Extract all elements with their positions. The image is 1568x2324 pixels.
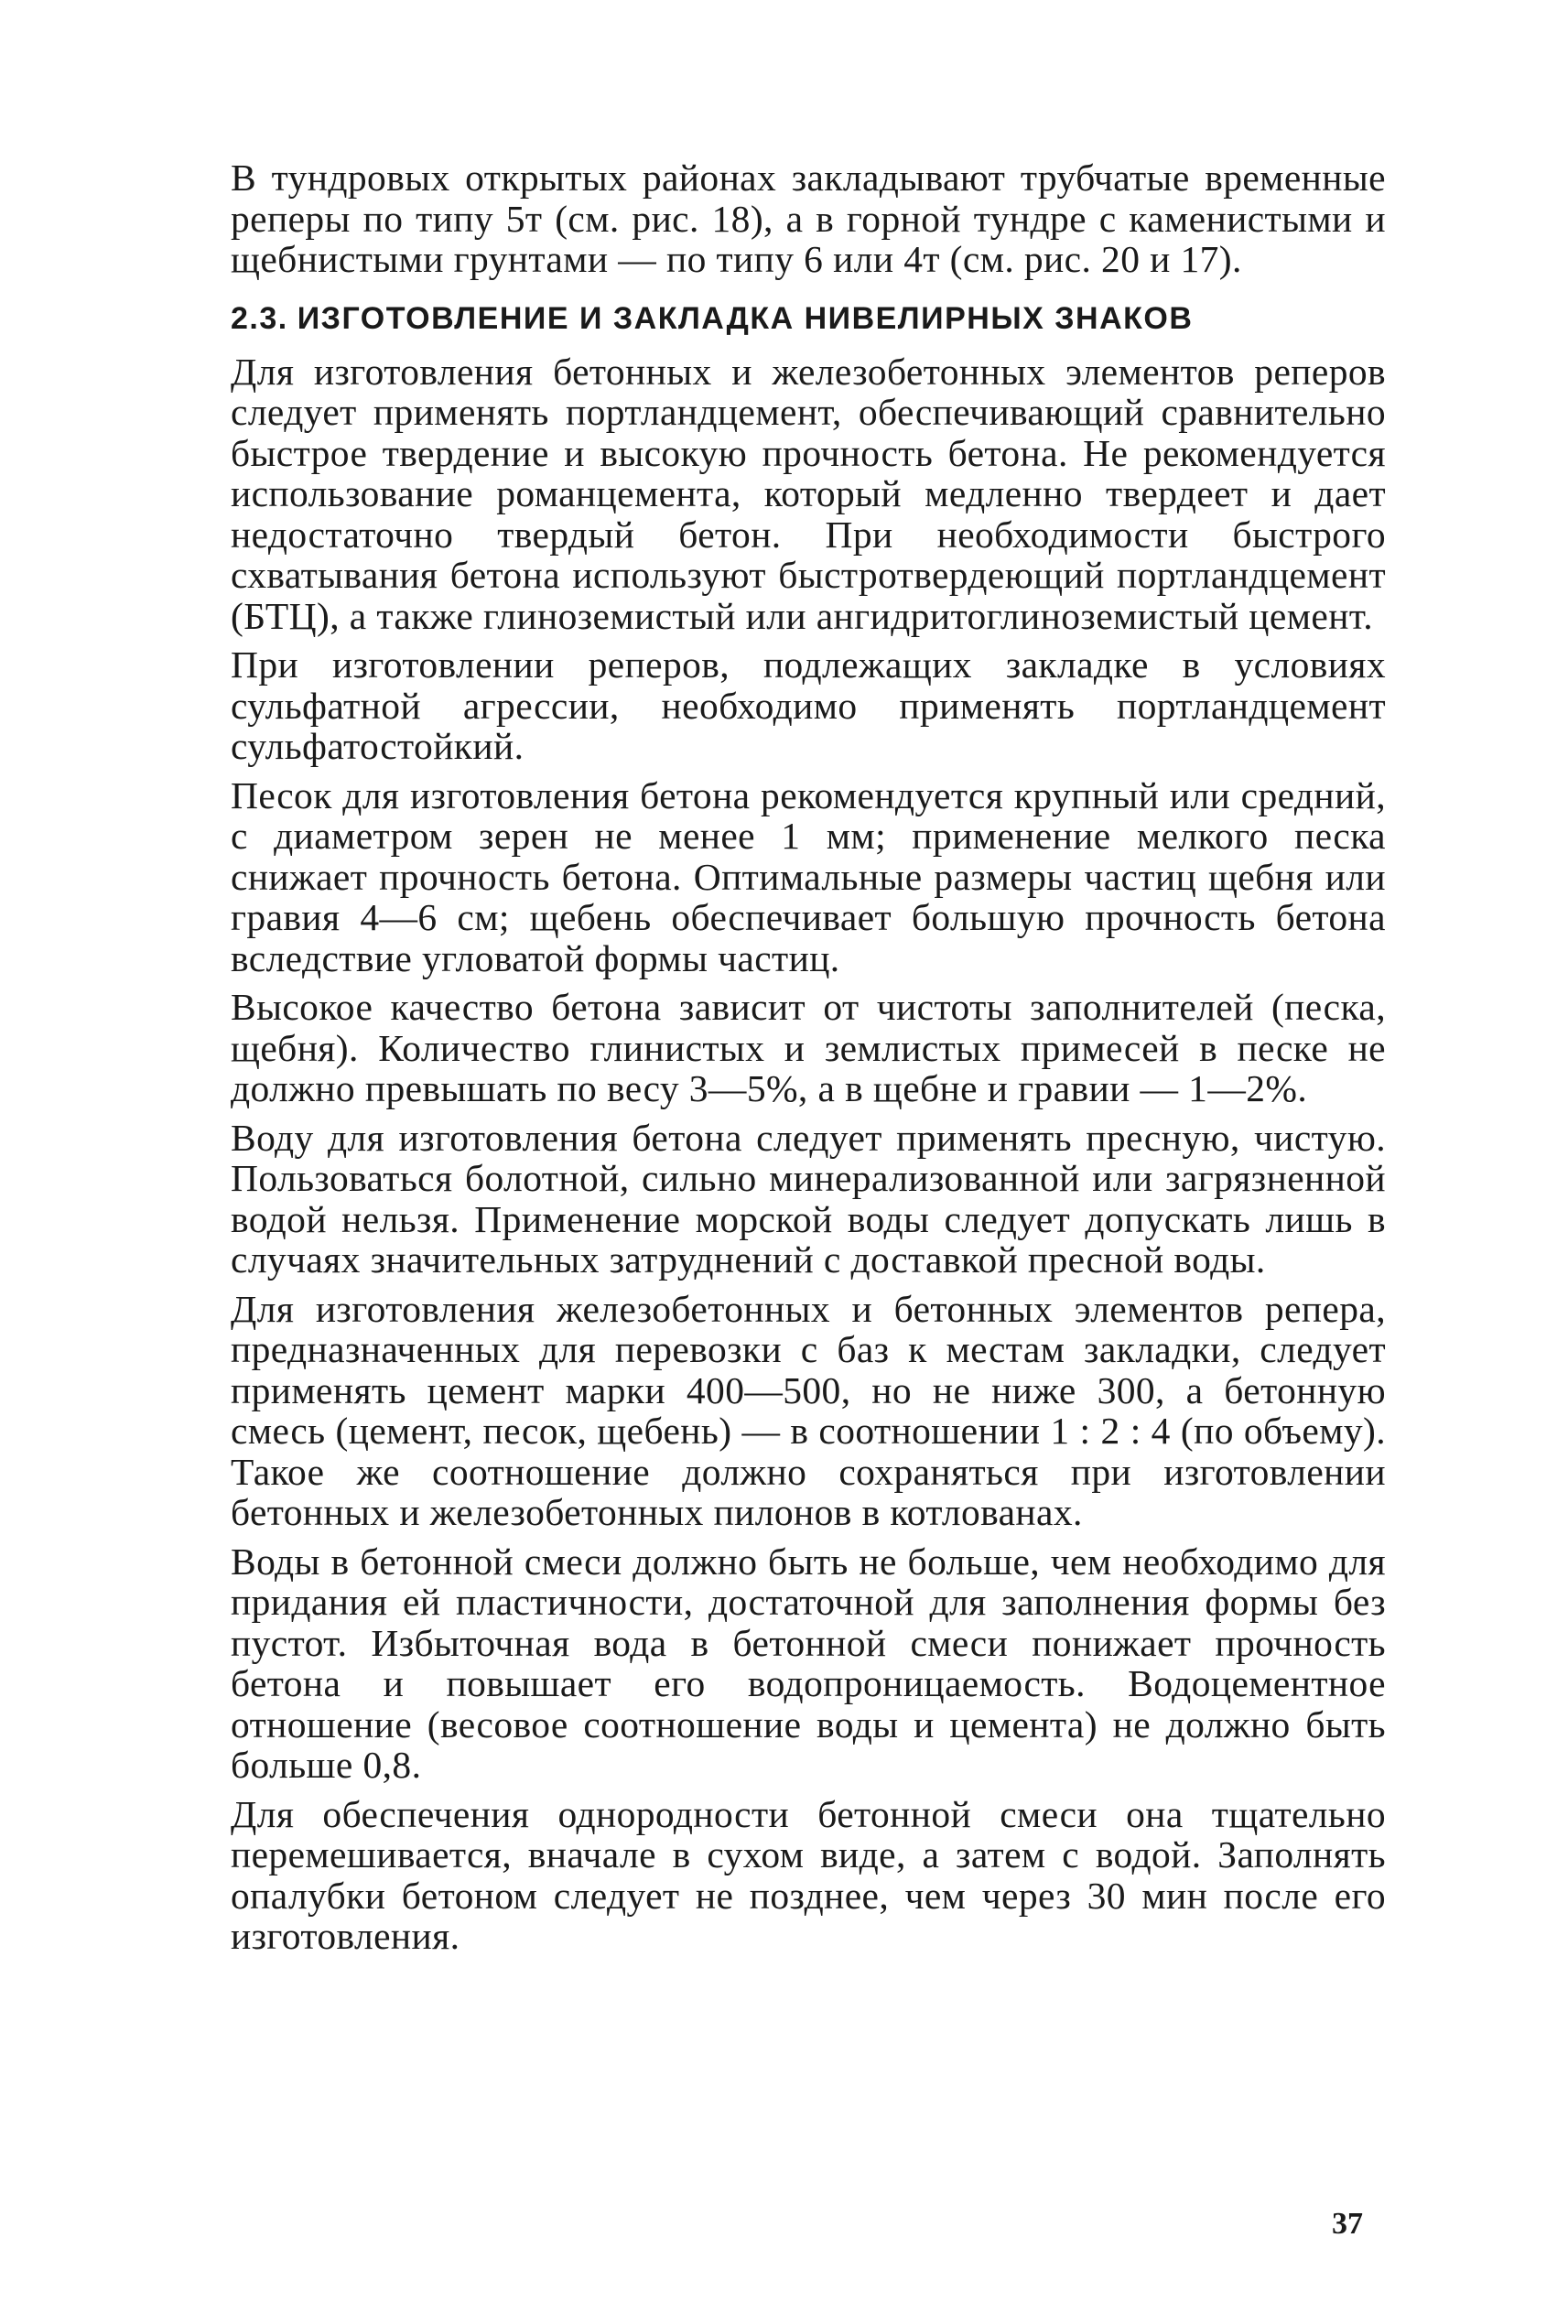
paragraph-sulfate: При изготовлении реперов, подлежащих закладке в условиях сульфатной агрессии, необходимо применять портландцемент сульфатостойкий. bbox=[231, 643, 1386, 767]
section-title: ИЗГОТОВЛЕНИЕ И ЗАКЛАДКА НИВЕЛИРНЫХ ЗНАКОВ bbox=[297, 300, 1194, 336]
intro-paragraph: В тундровых открытых районах закладывают трубчатые временные реперы по типу 5т (см. рис. 18), а в горной тундре с каменистыми и щебнистыми грунтами — по типу 6 или 4т (см. рис. 20 и 17). bbox=[231, 157, 1386, 280]
page-number: 37 bbox=[1332, 2207, 1363, 2241]
text-column bbox=[231, 157, 1386, 1957]
paragraph-sand: Песок для изготовления бетона рекомендуется крупный или средний, с диаметром зерен не менее 1 мм; применение мелкого песка снижает прочность бетона. Оптимальные размеры частиц щебня или гравия 4—6 см; щебень обеспечивает большую прочность бетона вследствие угловатой формы частиц. bbox=[231, 773, 1386, 979]
paragraph-aggregates: Высокое качество бетона зависит от чистоты заполнителей (песка, щебня). Количество глинистых и землистых примесей в песке не должно превышать по весу 3—5%, а в щебне и гравии — 1—2%. bbox=[231, 986, 1386, 1109]
paragraph-cement: Для изготовления бетонных и железобетонных элементов реперов следует применять портландцемент, обеспечивающий сравнительно быстрое твердение и высокую прочность бетона. Не рекомендуется использование романцемента, который медленно твердеет и дает недостаточно твердый бетон. При необходимости быстрого схватывания бетона используют быстротвердеющий портландцемент (БТЦ), а также глиноземистый или ангидритоглиноземистый цемент. bbox=[231, 350, 1386, 637]
paragraph-water: Воду для изготовления бетона следует применять пресную, чистую. Пользоваться болотной, сильно минерализованной или загрязненной водой нельзя. Применение морской воды следует допускать лишь в случаях значительных затруднений с доставкой пресной воды. bbox=[231, 1116, 1386, 1281]
section-number: 2.3. bbox=[231, 300, 288, 336]
section-heading bbox=[231, 298, 1386, 339]
paragraph-water-cement: Воды в бетонной смеси должно быть не больше, чем необходимо для придания ей пластичности, достаточной для заполнения формы без пустот. Избыточная вода в бетонной смеси понижает прочность бетона и повышает его водопроницаемость. Водоцементное отношение (весовое соотношение воды и цемента) не должно быть больше 0,8. bbox=[231, 1540, 1386, 1786]
paragraph-mixing: Для обеспечения однородности бетонной смеси она тщательно перемешивается, вначале в сухом виде, а затем с водой. Заполнять опалубки бетоном следует не позднее, чем через 30 мин после его изготовления. bbox=[231, 1792, 1386, 1957]
paragraph-mix-ratio: Для изготовления железобетонных и бетонных элементов репера, предназначенных для перевозки с баз к местам закладки, следует применять цемент марки 400—500, но не ниже 300, а бетонную смесь (цемент, песок, щебень) — в соотношении 1 : 2 : 4 (по объему). Такое же соотношение должно сохраняться при изготовлении бетонных и железобетонных пилонов в котлованах. bbox=[231, 1287, 1386, 1533]
